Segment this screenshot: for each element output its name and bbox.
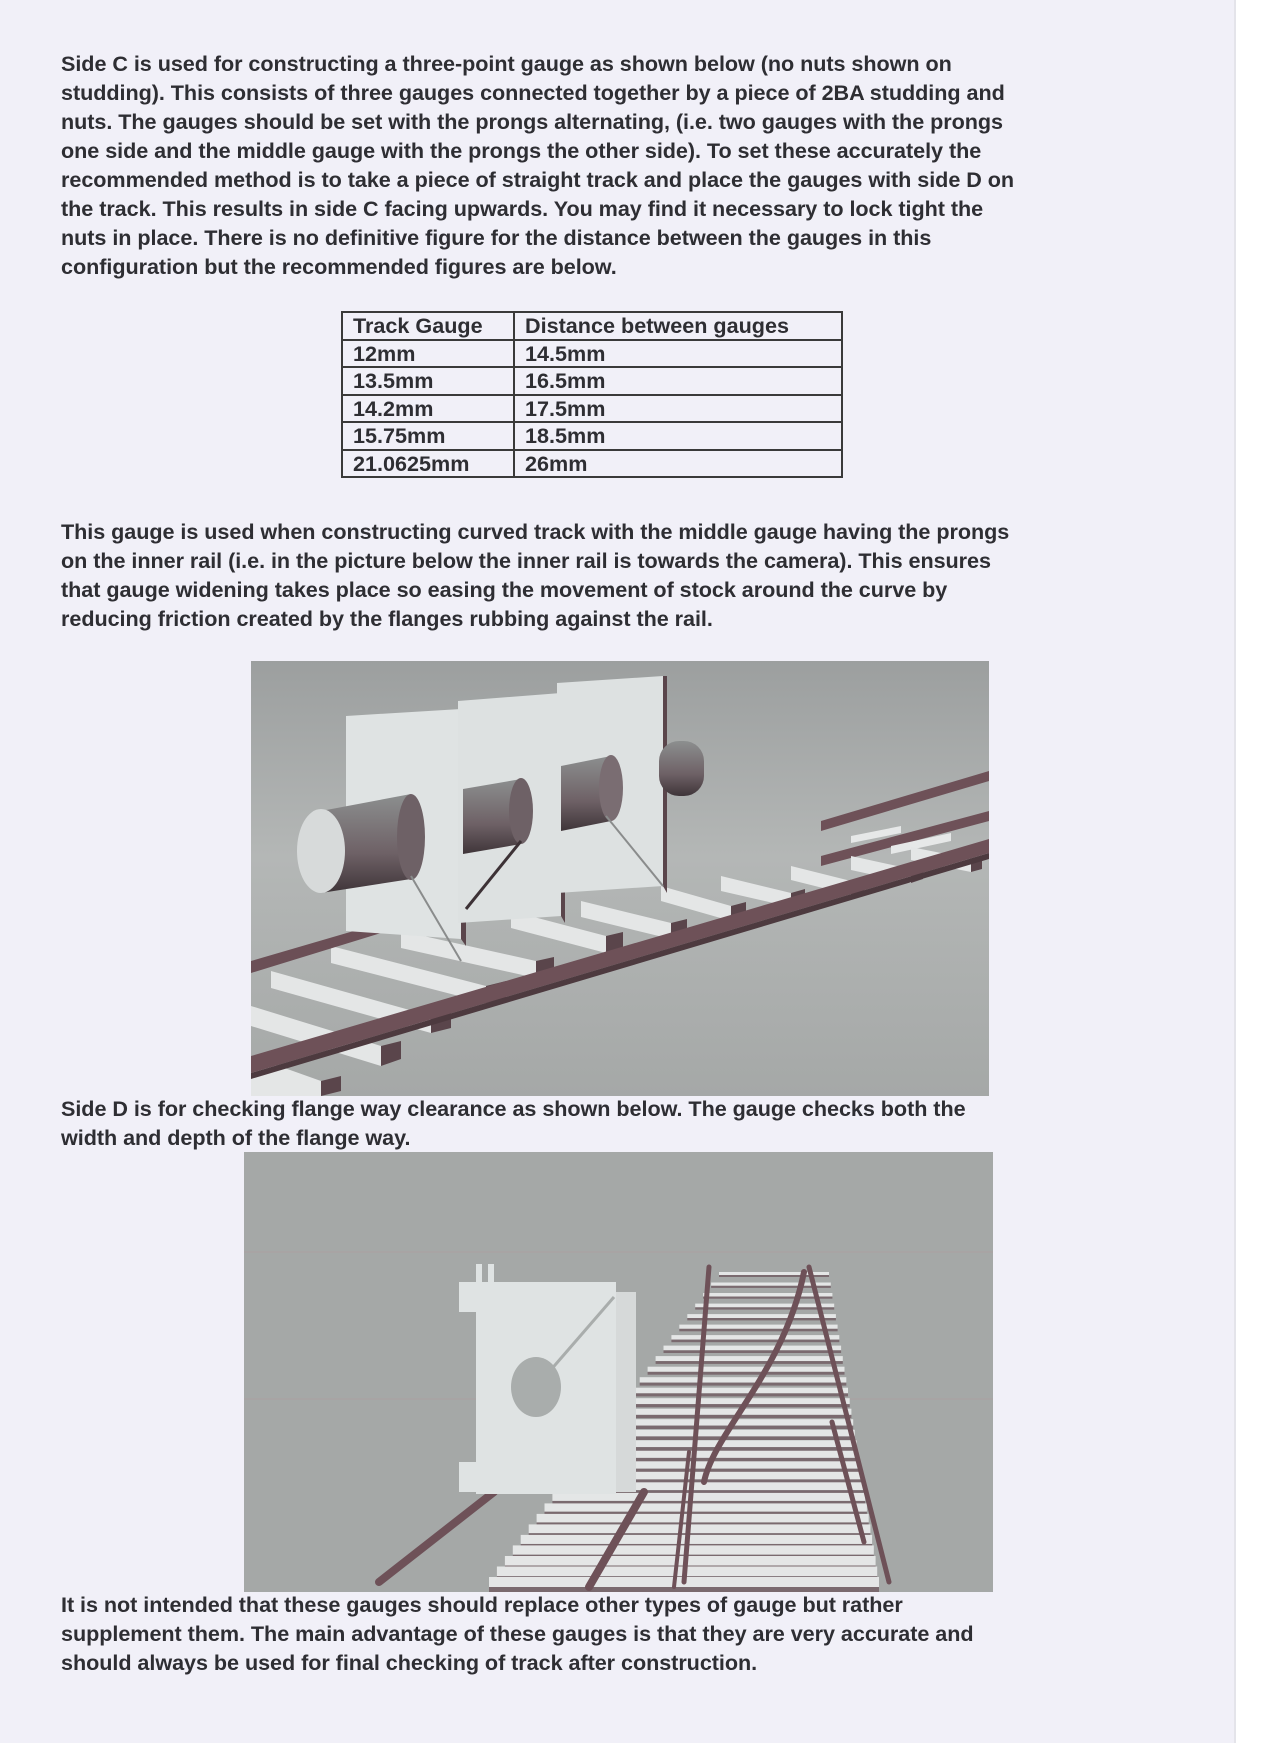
sleeper (513, 1545, 874, 1554)
text-line: Side D is for checking flange way clearance as shown below. The gauge checks both the (61, 1096, 966, 1121)
distance-cell: 14.5mm (514, 340, 842, 368)
three-point-gauge-render (251, 661, 989, 1096)
paragraph-side-d (61, 1094, 966, 1152)
track-gauge-cell: 13.5mm (342, 367, 514, 395)
sleeper (648, 1367, 845, 1372)
distance-cell: 17.5mm (514, 395, 842, 423)
text-line: Side C is used for constructing a three-point gauge as shown below (no nuts shown on (61, 51, 952, 76)
sleeper (624, 1398, 850, 1404)
text-line: nuts in place. There is no definitive figure for the distance between the gauges in this (61, 225, 932, 250)
column-header-track-gauge: Track Gauge (342, 312, 514, 340)
sleeper-shadow (640, 1383, 847, 1386)
sleeper (545, 1503, 867, 1511)
flange-way-check-render (244, 1152, 993, 1592)
sleeper (616, 1409, 852, 1415)
sleeper (656, 1356, 843, 1361)
sleeper-shadow (695, 1307, 834, 1309)
table-row (342, 340, 842, 368)
text-line: width and depth of the flange way. (61, 1125, 411, 1150)
column-header-distance: Distance between gauges (514, 312, 842, 340)
sleeper (505, 1556, 876, 1566)
track-gauge-cell: 15.75mm (342, 422, 514, 450)
sleeper (521, 1535, 872, 1544)
text-line: reducing friction created by the flanges rubbing against the rail. (61, 606, 713, 631)
text-line: This gauge is used when constructing curved track with the middle gauge having the prongs (61, 519, 1010, 544)
sleeper (552, 1493, 865, 1501)
text-line: one side and the middle gauge with the prongs the other side). To set these accurately the (61, 138, 982, 163)
table-header-row (342, 312, 842, 340)
paragraph-curved-track (61, 517, 1009, 633)
track-gauge-cell: 12mm (342, 340, 514, 368)
distance-cell: 16.5mm (514, 367, 842, 395)
sleeper (529, 1524, 871, 1533)
text-line: on the inner rail (i.e. in the picture below the inner rail is towards the camera). This ensures (61, 548, 991, 573)
sleeper-shadow (656, 1361, 843, 1364)
text-line: should always be used for final checking of track after construction. (61, 1650, 758, 1675)
paragraph-conclusion (61, 1590, 974, 1677)
track-gauge-cell: 14.2mm (342, 395, 514, 423)
sleeper (537, 1514, 869, 1523)
track-gauge-cell: 21.0625mm (342, 450, 514, 478)
sleeper (695, 1304, 834, 1308)
distance-cell: 26mm (514, 450, 842, 478)
sleeper (640, 1377, 847, 1382)
table-row (342, 367, 842, 395)
text-line: nuts. The gauges should be set with the prongs alternating, (i.e. two gauges with the prongs (61, 109, 1003, 134)
sleeper-shadow (648, 1372, 845, 1375)
table-row (342, 450, 842, 478)
text-line: studding). This consists of three gauges connected together by a piece of 2BA studding and (61, 80, 1005, 105)
sleeper (632, 1388, 848, 1394)
paragraph-side-c (61, 49, 1014, 281)
sleeper-shadow (703, 1297, 832, 1299)
text-line: that gauge widening takes place so easing the movement of stock around the curve by (61, 577, 948, 602)
distance-cell: 18.5mm (514, 422, 842, 450)
text-line: supplement them. The main advantage of these gauges is that they are very accurate and (61, 1621, 974, 1646)
sleeper-shadow (664, 1350, 842, 1353)
sleeper (687, 1314, 836, 1318)
table-row (342, 422, 842, 450)
table-row (342, 395, 842, 423)
text-line: configuration but the recommended figures are below. (61, 254, 617, 279)
sleeper (703, 1293, 832, 1297)
three-point-gauge-illustration (251, 661, 989, 1096)
sleeper-shadow (632, 1393, 848, 1396)
text-line: recommended method is to take a piece of straight track and place the gauges with side D on (61, 167, 1014, 192)
gauge-plate (459, 1264, 636, 1494)
gauge-distance-table (341, 311, 843, 478)
sleeper (664, 1346, 842, 1351)
scan-edge (1234, 0, 1236, 1743)
text-line: the track. This results in side C facing upwards. You may find it necessary to lock tight the (61, 196, 984, 221)
sleeper-shadow (671, 1340, 839, 1343)
sleeper (671, 1335, 839, 1339)
text-line: It is not intended that these gauges should replace other types of gauge but rather (61, 1592, 903, 1617)
sleeper-shadow (687, 1318, 836, 1320)
sleeper-shadow (624, 1404, 850, 1407)
flange-way-illustration (244, 1152, 993, 1592)
